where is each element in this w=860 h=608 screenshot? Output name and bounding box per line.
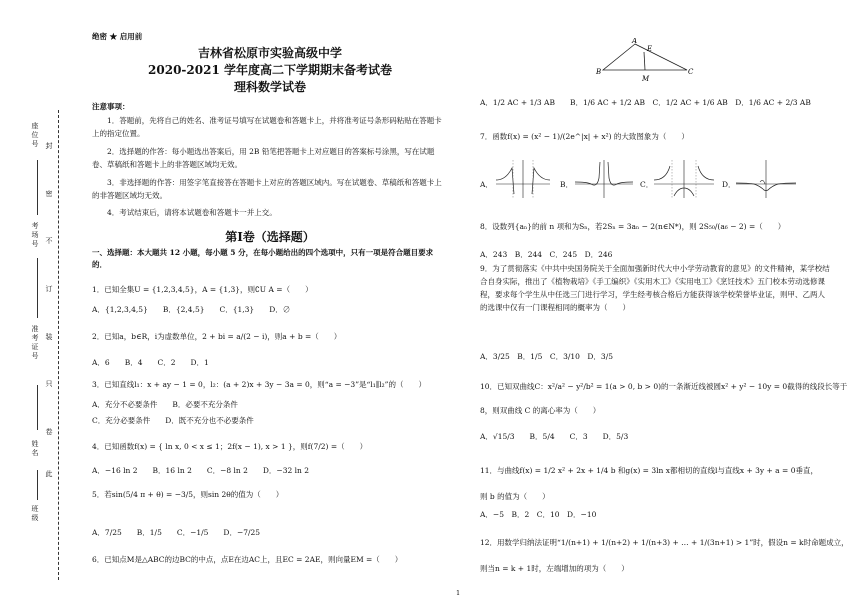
label-m: M <box>642 75 650 83</box>
seal-char: 密 <box>45 190 53 199</box>
segment-em <box>644 52 645 70</box>
question-2: 2．已知a，b∈R，i为虚数单位，2 + bi = a/(2 − i)，则a + b =（ ） <box>92 332 342 341</box>
question-7-option-b: B． <box>560 180 574 189</box>
binding-label-room: 考场号 <box>31 222 39 249</box>
seal-char: 只 <box>45 380 53 389</box>
notice-item: 1．答题前，先将自己的姓名、准考证号填写在试题卷和答题卡上，并将准考证号条形码粘贴在答题卡上的指定位置。 <box>92 116 442 139</box>
fill-line <box>37 258 39 318</box>
seal-char: 不 <box>45 237 53 246</box>
fill-line <box>37 385 39 430</box>
section-instruction: 一、选择题：本大题共 12 小题，每小题 5 分，在每小题给出的四个选项中，只有一项是符合题目要求的． <box>92 248 434 269</box>
seal-char: 此 <box>45 470 53 479</box>
question-3-options-ab: A．充分不必要条件 B．必要不充分条件 <box>92 400 238 409</box>
question-10-continued: 8，则双曲线 C 的离心率为（ ） <box>480 406 601 415</box>
binding-label-class: 班级 <box>31 505 39 523</box>
question-8: 8．设数列{aₙ}的前 n 项和为Sₙ，若2Sₙ = 3aₙ − 2(n∈N*)，则 2S₅₀/(a₆ − 2) =（ ） <box>480 222 786 231</box>
fill-line <box>37 160 39 215</box>
term-title: 2020-2021 学年度高二下学期期末备考试卷 <box>148 63 392 77</box>
question-3-options-cd: C．充分必要条件 D．既不充分也不必要条件 <box>92 416 254 425</box>
binding-label-exam-id: 准考证号 <box>31 325 39 361</box>
graph-option-c <box>652 158 716 200</box>
fill-line <box>37 470 39 500</box>
question-4: 4．已知函数f(x) = { ln x, 0 < x ≤ 1；2f(x − 1), x > 1 }，则f(7/2) =（ ） <box>92 442 368 451</box>
question-6: 6．已知点M是△ABC的边BC的中点，点E在边AC上，且EC = 2AE，则向量EM =（ ） <box>92 555 403 564</box>
graph-option-d <box>734 158 798 200</box>
question-11: 11．与曲线f(x) = 1/2 x² + 2x + 1/4 b 和g(x) = 3ln x都相切的直线l与直线x + 3y + a = 0垂直， <box>480 466 818 475</box>
section-title: 第Ⅰ卷（选择题） <box>225 230 315 244</box>
question-7: 7．函数f(x) = (x² − 1)/(2e^|x| + x²) 的大致图象为（ ） <box>480 132 689 141</box>
subject-title: 理科数学试卷 <box>233 80 306 94</box>
notice-item: 2．选择题的作答：每小题选出答案后，用 2B 铅笔把答题卡上对应题目的答案标号涂黑，写在试题卷、草稿纸和答题卡上的非答题区域均无效。 <box>92 147 435 170</box>
question-1: 1．已知全集U = {1,2,3,4,5}，A = {1,3}，则∁U A =（ ） <box>92 285 313 294</box>
question-8-options: A．243 B．244 C．245 D．246 <box>480 250 613 259</box>
question-5-options: A．7/25 B．1/5 C．−1/5 D．−7/25 <box>92 528 261 537</box>
question-12: 12．用数学归纳法证明“1/(n+1) + 1/(n+2) + 1/(n+3) + … + 1/(3n+1) > 1”时，假设n = k时命题成立， <box>480 538 849 547</box>
notice-item: 3．非选择题的作答：用签字笔直接答在答题卡上对应的答题区域内。写在试题卷、草稿纸和答题卡上的非答题区域均无效。 <box>92 178 442 201</box>
question-2-options: A．6 B．4 C．2 D．1 <box>92 358 209 367</box>
seal-char: 订 <box>45 285 53 294</box>
triangle-figure <box>595 38 695 84</box>
seal-line <box>58 110 59 580</box>
page-number: 1 <box>456 589 461 597</box>
question-11-options: A．−5 B．2 C．10 D．−10 <box>480 510 597 519</box>
graph-option-a <box>494 158 552 200</box>
question-11-continued: 则 b 的值为（ ） <box>480 492 550 501</box>
question-10-options: A．√15/3 B．5/4 C．3 D．5/3 <box>480 432 629 441</box>
notice-item: 4．考试结束后，请将本试题卷和答题卡一并上交。 <box>107 208 277 217</box>
question-7-option-a: A． <box>480 180 493 189</box>
question-7-option-c: C． <box>640 180 654 189</box>
seal-char: 装 <box>45 333 53 342</box>
question-9: 9．为了贯彻落实《中共中央国务院关于全面加强新时代大中小学劳动教育的意见》的文件精神，某学校结合自身实际，推出了《植物栽培》《手工编织》《实用木工》《实用电工》《烹饪技术》五门校本劳动选修课程，要求每个学生从中任选三门进行学习，学生经考核合格后方能获得该学校荣誉毕业证，则甲、乙两人的选课中仅有一门课程相同的概率为（ ） <box>480 264 830 313</box>
question-1-options: A．{1,2,3,4,5} B．{2,4,5} C．{1,3} D．∅ <box>92 305 291 314</box>
school-title: 吉林省松原市实验高级中学 <box>197 46 342 60</box>
label-a: A <box>632 38 638 45</box>
notice-title: 注意事项： <box>92 102 130 111</box>
question-3: 3．已知直线l₁：x + ay − 1 = 0，l₂：(a + 2)x + 3y − 3a = 0，则“a = −3”是“l₁∥l₂”的（ ） <box>92 380 426 389</box>
seal-char: 封 <box>45 142 53 151</box>
question-10: 10．已知双曲线C：x²/a² − y²/b² = 1(a > 0, b > 0)的一条渐近线被圆x² + y² − 10y = 0截得的线段长等于 <box>480 382 848 391</box>
label-b: B <box>596 68 602 76</box>
graph-option-b <box>573 158 635 200</box>
binding-label-seat: 座位号 <box>31 122 39 149</box>
seal-char: 卷 <box>45 428 53 437</box>
question-6-options: A．1/2 AC + 1/3 AB B．1/6 AC + 1/2 AB C．1/2 AC + 1/6 AB D．1/6 AC + 2/3 AB <box>480 98 811 107</box>
secret-mark: 绝密 ★ 启用前 <box>92 32 143 41</box>
label-c: C <box>688 68 694 76</box>
label-e: E <box>647 45 653 53</box>
question-12-continued: 则当n = k + 1时，左端增加的项为（ ） <box>480 564 629 573</box>
question-9-options: A．3/25 B．1/5 C．3/10 D．3/5 <box>480 352 614 361</box>
question-4-options: A．−16 ln 2 B．16 ln 2 C．−8 ln 2 D．−32 ln 2 <box>92 466 310 475</box>
question-5: 5．若sin(5/4 π + θ) = −3/5，则sin 2θ的值为（ ） <box>92 490 284 499</box>
question-7-option-d: D． <box>722 180 736 189</box>
binding-label-name: 姓名 <box>31 440 39 458</box>
